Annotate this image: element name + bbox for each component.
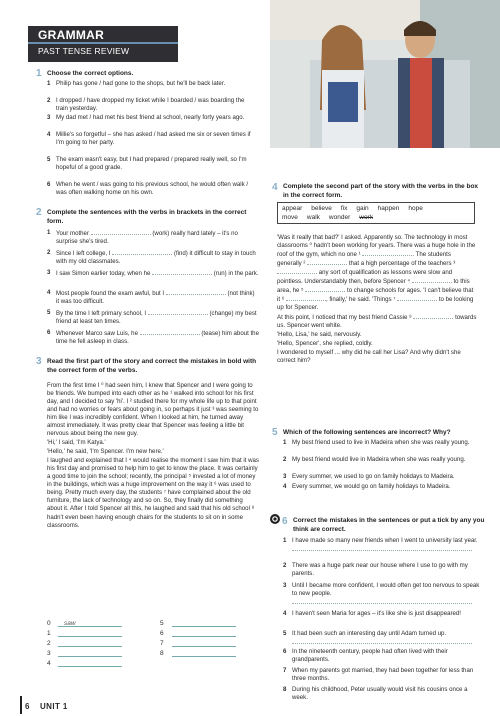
ex3-story (47, 382, 259, 530)
ex4-story (277, 234, 477, 365)
word-box-item: walk (306, 213, 320, 221)
answer-line[interactable] (172, 641, 236, 647)
ex6-item: 3 Until I became more confident, I would often get too nervous to speak to new people. (283, 582, 483, 604)
ex1-item: 1 Philip has gone / had gone to the shops, but he'll be back later. (47, 80, 226, 87)
ex3-paragraph: From the first time I ⁰ had seen him, I knew that Spencer and I were going to be friends. We bumped into each other as he ¹ walked into school for his first day, and I decided to say 'hi'. I ² studied there for my whole life up to that point and had no worries or fears about going in, so perhaps it just ³ was seeming to him like I was incredibly confident. When I looked at him, he turned away almost immediately. It was pretty clear that Spencer was feeling a little bit nervous about being the new guy. (47, 382, 259, 438)
page-number: 6 (25, 702, 30, 711)
banner-stripe (28, 42, 178, 44)
exercise-5-number: 5 (272, 427, 278, 438)
exercise-3-title: Read the first part of the story and correct the mistakes in bold with the correct form of the verbs. (47, 358, 257, 374)
answer-label: 6 (160, 630, 164, 637)
word-box-item: appear (282, 205, 303, 212)
word-box-item: work (359, 213, 373, 221)
exercise-6-number: 6 (282, 516, 288, 527)
ex5-item: 2 My best friend would live in Madeira when she was really young. (283, 456, 466, 463)
answer-line[interactable] (172, 621, 236, 627)
ex5-item: 1 My best friend used to live in Madeira when she was really young. (283, 439, 470, 446)
answer-label: 5 (160, 620, 164, 627)
ex3-paragraph: 'Hi,' I said, 'I'm Katya.' (47, 439, 106, 447)
answer-line[interactable] (58, 651, 122, 657)
ex6-item: 4 I haven't seen Maria for ages – it's like she is just disappeared! (283, 610, 461, 617)
ex1-item: 3 My dad met / had met his best friend at school, nearly forty years ago. (47, 114, 245, 121)
answer-label: 8 (160, 650, 164, 657)
ex2-item: 3 I saw Simon earlier today, when he (run) in the park. (47, 269, 259, 277)
section-subtitle: PAST TENSE REVIEW (38, 46, 130, 56)
ex2-item: 5 By the time I left primary school, I (change) my best friend at least ten times. (47, 309, 257, 326)
students-photo (270, 0, 500, 148)
answer-line[interactable] (58, 641, 122, 647)
answer-value: saw (64, 620, 76, 627)
answer-label: 7 (160, 640, 164, 647)
exercise-1-title: Choose the correct options. (47, 70, 134, 77)
ex1-item: 6 When he went / was going to his previous school, he would often walk / was often walking home on his own. (47, 181, 249, 197)
word-box-item: hope (408, 205, 423, 212)
unit-label: UNIT 1 (40, 702, 68, 711)
word-box-item: happen (377, 205, 400, 212)
word-box-item: fix (340, 205, 348, 212)
word-box-item: wonder (328, 213, 351, 221)
ex1-item: 2 I dropped / have dropped my ticket while I boarded / was boarding the train yesterday. (47, 97, 245, 113)
word-box-item: gain (356, 205, 369, 212)
ex4-paragraph: At this point, I noticed that my best friend Cassie ⁸ towards us. Spencer went white. (277, 314, 477, 330)
ex6-item: 6 In the nineteenth century, people had often lived with their grandparents. (283, 648, 448, 664)
ex6-item: 5 It had been such an interesting day until Adam turned up. (283, 630, 488, 644)
answer-line[interactable] (172, 631, 236, 637)
ex3-paragraph: I laughed and explained that I ⁴ would realise the moment I saw him that it was his first day and promised to help him to get to know the place. It was certainly a good time to join the school; recently, the principal ⁵ invested a lot of money in the buildings, which was a huge improvement on the way it ⁶ was used to being. Pretty much every day, the students ⁷ have complained about the old furniture, the lack of technology and so on. So, they finally did something about it. After I told Spencer all this, he laughed and said that his old school ⁸ hadn't even been having enough chairs for the students to sit on in some classrooms. (47, 457, 259, 529)
exercise-4-number: 4 (272, 182, 278, 193)
ex1-item: 4 Millie's so forgetful – she has asked / had asked me six or seven times if I'm going to her party. (47, 131, 251, 147)
word-box-item: believe (311, 205, 332, 212)
answer-label: 3 (47, 650, 51, 657)
ex4-paragraph: 'Was it really that bad?' I asked. Apparently so. The technology in most classrooms ⁰ hadn't been working for years. There was a huge hole in the roof of the gym, which no one ¹ . The students generally ² that a high percentage of the teachers ³ any sort of qualification as lessons were slow and pointless. Understandably then, before Spencer ⁴ to this area, he ⁵ to change schools for ages. 'I can't believe that it ⁶ , finally,' he said. 'Things ⁷ to be looking up for Spencer. (277, 234, 476, 312)
exercise-3-number: 3 (36, 356, 42, 367)
online-badge-icon (270, 514, 280, 524)
answer-label: 4 (47, 660, 51, 667)
word-box (277, 202, 475, 224)
exercise-6-title: Correct the mistakes in the sentences or put a tick by any you think are correct. (293, 517, 485, 533)
exercise-2-number: 2 (36, 207, 42, 218)
answer-label: 0 (47, 620, 51, 627)
exercise-4-title: Complete the second part of the story with the verbs in the box in the correct form. (283, 183, 479, 199)
answer-line[interactable] (58, 661, 122, 667)
answer-line[interactable] (58, 631, 122, 637)
exercise-5-title: Which of the following sentences are incorrect? Why? (283, 429, 451, 436)
exercise-1-number: 1 (36, 68, 42, 79)
word-box-item: move (282, 213, 298, 221)
ex6-item: 2 There was a huge park near our house where I use to go with my parents. (283, 562, 468, 578)
ex6-item: 8 During his childhood, Peter usually would visit his cousins once a week. (283, 686, 468, 702)
ex1-item: 5 The exam wasn't easy, but I had prepared / prepared really well, so I'm hopeful of a good grade. (47, 156, 247, 172)
answer-label: 2 (47, 640, 51, 647)
ex6-item: 1 I have made so many new friends when I went to university last year. (283, 537, 483, 551)
exercise-2-title: Complete the sentences with the verbs in brackets in the correct form. (47, 209, 247, 225)
ex4-paragraph: 'Hello, Lisa,' he said, nervously. (277, 331, 362, 339)
ex2-item: 4 Most people found the exam awful, but I (not think) it was too difficult. (47, 289, 255, 306)
ex4-paragraph: 'Hello, Spencer', she replied, coldly. (277, 340, 373, 348)
ex2-item: 1 Your mother (work) really hard lately – it's no surprise she's tired. (47, 229, 238, 246)
ex2-item: 2 Since I left college, I (find) it difficult to stay in touch with my old classmates. (47, 249, 256, 266)
section-banner (28, 26, 178, 62)
ex3-paragraph: 'Hello,' he said, 'I'm Spencer. I'm new here.' (47, 448, 164, 456)
ex6-item: 7 When my parents got married, they had been together for less than three months. (283, 667, 474, 683)
footer-bar (20, 696, 22, 714)
ex4-paragraph: I wondered to myself ... why did he call her Lisa? And why didn't she correct him? (277, 349, 461, 365)
answer-label: 1 (47, 630, 51, 637)
section-title: GRAMMAR (38, 28, 105, 42)
answer-line[interactable] (172, 651, 236, 657)
ex5-item: 4 Every summer, we would go on family holidays to Madeira. (283, 483, 451, 490)
answer-line[interactable] (58, 621, 122, 627)
ex2-item: 6 Whenever Marco saw Luis, he (tease) him about the time he fell asleep in class. (47, 329, 259, 346)
ex5-item: 3 Every summer, we used to go on family holidays to Madeira. (283, 473, 455, 480)
